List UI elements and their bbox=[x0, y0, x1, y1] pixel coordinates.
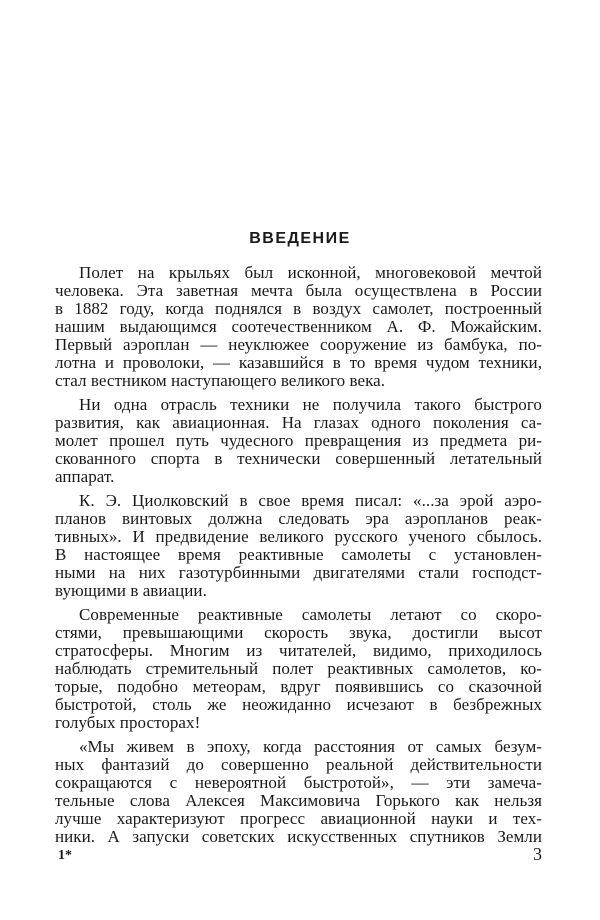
text-line: молет прошел путь чудесного превращения из предмета ри- bbox=[55, 431, 542, 450]
text-line: планов винтовых должна следовать эра аэропланов реак- bbox=[55, 509, 542, 528]
text-line: В настоящее время реактивные самолеты с установлен- bbox=[55, 545, 542, 564]
text-line: стями, превышающими скорость звука, достигли высот bbox=[55, 623, 542, 642]
text-line: тивных». И предвидение великого русского ученого сбылось. bbox=[55, 527, 542, 546]
paragraph-4 bbox=[55, 606, 542, 732]
text-line: человека. Эта заветная мечта была осуществлена в России bbox=[55, 281, 542, 300]
text-line: ники. А запуски советских искусственных спутников Земли bbox=[55, 827, 542, 846]
paragraph-1 bbox=[55, 264, 542, 390]
text-line: лучше характеризуют прогресс авиационной науки и тех- bbox=[55, 809, 542, 828]
chapter-title: ВВЕДЕНИЕ bbox=[249, 230, 351, 247]
text-line: Полет на крыльях был исконной, многовековой мечтой bbox=[79, 263, 542, 282]
body-text bbox=[55, 264, 542, 852]
text-line: ными на них газотурбинными двигателями стали господст- bbox=[55, 563, 542, 582]
paragraph-2 bbox=[55, 396, 542, 486]
text-line: нашим выдающимся соотечественником А. Ф. Можайским. bbox=[55, 317, 542, 336]
text-line: скованного спорта в технически совершенный летательный bbox=[55, 449, 542, 468]
page-number: 3 bbox=[533, 844, 542, 864]
text-line: вующими в авиации. bbox=[55, 581, 207, 600]
signature-mark: 1* bbox=[58, 848, 72, 863]
text-line: сокращаются с невероятной быстротой», — эти замеча- bbox=[55, 773, 542, 792]
paragraph-3 bbox=[55, 492, 542, 600]
text-line: стратосферы. Многим из читателей, видимо, приходилось bbox=[55, 641, 542, 660]
text-line: Первый аэроплан — неуклюжее сооружение из бамбука, по- bbox=[55, 335, 542, 354]
text-line: ных фантазий до совершенно реальной действительности bbox=[55, 755, 542, 774]
text-line: в 1882 году, когда поднялся в воздух самолет, построенный bbox=[55, 299, 542, 318]
text-line: наблюдать стремительный полет реактивных самолетов, ко- bbox=[55, 659, 542, 678]
text-line: стал вестником наступающего великого века. bbox=[55, 371, 386, 390]
text-line: тельные слова Алексея Максимовича Горького как нельзя bbox=[55, 791, 542, 810]
text-line: развития, как авиационная. На глазах одного поколения са- bbox=[55, 413, 542, 432]
paragraph-5 bbox=[55, 738, 542, 846]
text-line: Современные реактивные самолеты летают со скоро- bbox=[79, 605, 542, 624]
text-line: быстротой, столь же неожиданно исчезают в безбрежных bbox=[55, 695, 542, 714]
text-line: голубых просторах! bbox=[55, 713, 201, 732]
text-line: лотна и проволоки, — казавшийся в то время чудом техники, bbox=[55, 353, 542, 372]
text-line: «Мы живем в эпоху, когда расстояния от самых безум- bbox=[79, 737, 542, 756]
text-line: торые, подобно метеорам, вдруг появившись со сказочной bbox=[55, 677, 542, 696]
text-line: аппарат. bbox=[55, 467, 115, 486]
text-line: К. Э. Циолковский в свое время писал: «...за эрой аэро- bbox=[79, 491, 542, 510]
text-line: Ни одна отрасль техники не получила такого быстрого bbox=[79, 395, 542, 414]
